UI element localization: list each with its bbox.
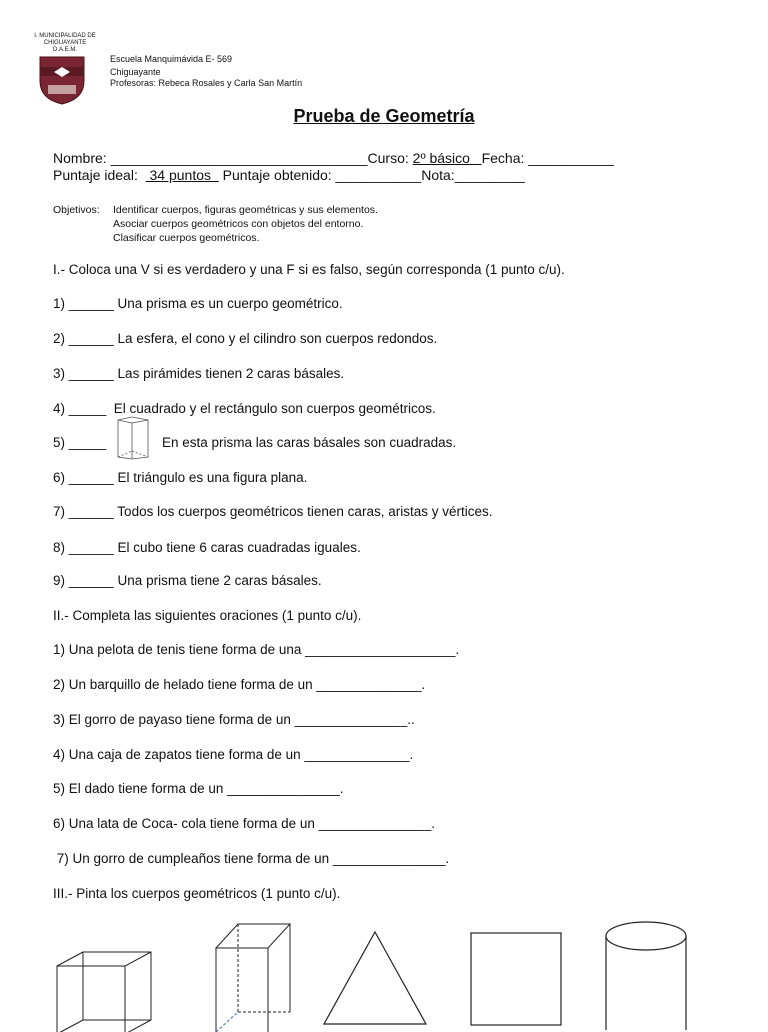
completion-item: 5) El dado tiene forma de un _______________. — [53, 781, 344, 796]
true-false-item: 9) ______ Una prisma tiene 2 caras básales. — [53, 573, 322, 588]
score-info-line — [53, 167, 525, 183]
municipality-line: D.A.E.M. — [52, 47, 77, 53]
true-false-item: 4) _____ El cuadrado y el rectángulo son cuerpos geométricos. — [53, 401, 436, 416]
true-false-item: 2) ______ La esfera, el cono y el cilindro son cuerpos redondos. — [53, 331, 438, 346]
completion-item: 6) Una lata de Coca- cola tiene forma de un _______________. — [53, 816, 436, 831]
municipality-line: CHIGUAYANTE — [43, 40, 87, 46]
school-name: Escuela Manquimávida E- 569 — [110, 54, 233, 64]
teachers-line: Profesoras: Rebeca Rosales y Carla San Martín — [110, 78, 303, 88]
completion-item: 7) Un gorro de cumpleaños tiene forma de un _______________. — [53, 851, 450, 866]
objectives-label: Objetivos: — [53, 204, 100, 216]
completion-item: 1) Una pelota de tenis tiene forma de una ____________________. — [53, 642, 460, 657]
section3-instruction: III.- Pinta los cuerpos geométricos (1 punto c/u). — [53, 886, 341, 901]
city-name: Chiguayante — [110, 67, 161, 77]
true-false-item: 6) ______ El triángulo es una figura plana. — [53, 470, 308, 485]
curso-label: Curso: — [367, 150, 413, 166]
section1-instruction: I.- Coloca una V si es verdadero y una F si es falso, según corresponda (1 punto c/u). — [53, 262, 565, 277]
school-crest-icon — [38, 55, 86, 105]
nombre-label: Nombre: — [53, 150, 111, 166]
cylinder-icon — [604, 920, 690, 1030]
section2-instruction: II.- Completa las siguientes oraciones (1 punto c/u). — [53, 608, 362, 623]
completion-item: 2) Un barquillo de helado tiene forma de un ______________. — [53, 677, 426, 692]
item5-text: En esta prisma las caras básales son cuadradas. — [162, 435, 457, 450]
completion-item: 3) El gorro de payaso tiene forma de un _______________.. — [53, 712, 415, 727]
prism-icon — [214, 922, 294, 1032]
true-false-item: 1) ______ Una prisma es un cuerpo geométrico. — [53, 296, 343, 311]
municipality-line: I. MUNICIPALIDAD DE — [34, 33, 96, 39]
curso-value: 2º básico — [412, 150, 474, 166]
triangle-icon — [320, 930, 430, 1030]
square-icon — [470, 932, 564, 1028]
cube-icon — [55, 950, 155, 1030]
puntaje-ideal-value: 34 puntos — [145, 167, 219, 183]
fecha-blank: ___________ — [528, 150, 614, 166]
objective-item: Identificar cuerpos, figuras geométricas y sus elementos. — [113, 204, 378, 216]
objective-item: Asociar cuerpos geométricos con objetos del entorno. — [113, 218, 364, 230]
objective-item: Clasificar cuerpos geométricos. — [113, 232, 260, 244]
student-info-line — [53, 150, 614, 166]
true-false-item: 5) _____ — [53, 435, 107, 450]
fecha-label: Fecha: — [481, 150, 529, 166]
true-false-item: 8) ______ El cubo tiene 6 caras cuadradas iguales. — [53, 540, 361, 555]
nombre-blank: _________________________________ — [110, 150, 368, 166]
true-false-item: 7) ______ Todos los cuerpos geométricos tienen caras, aristas y vértices. — [53, 504, 493, 519]
puntaje-ideal-label: Puntaje ideal: — [53, 167, 146, 183]
small-prism-icon — [116, 416, 150, 460]
puntaje-obtenido: Puntaje obtenido: ___________Nota:_________ — [218, 167, 525, 183]
page-title: Prueba de Geometría — [293, 106, 475, 126]
true-false-item: 3) ______ Las pirámides tienen 2 caras básales. — [53, 366, 345, 381]
curso-blank — [474, 150, 482, 166]
municipality-header — [30, 33, 100, 54]
completion-item: 4) Una caja de zapatos tiene forma de un ______________. — [53, 747, 414, 762]
